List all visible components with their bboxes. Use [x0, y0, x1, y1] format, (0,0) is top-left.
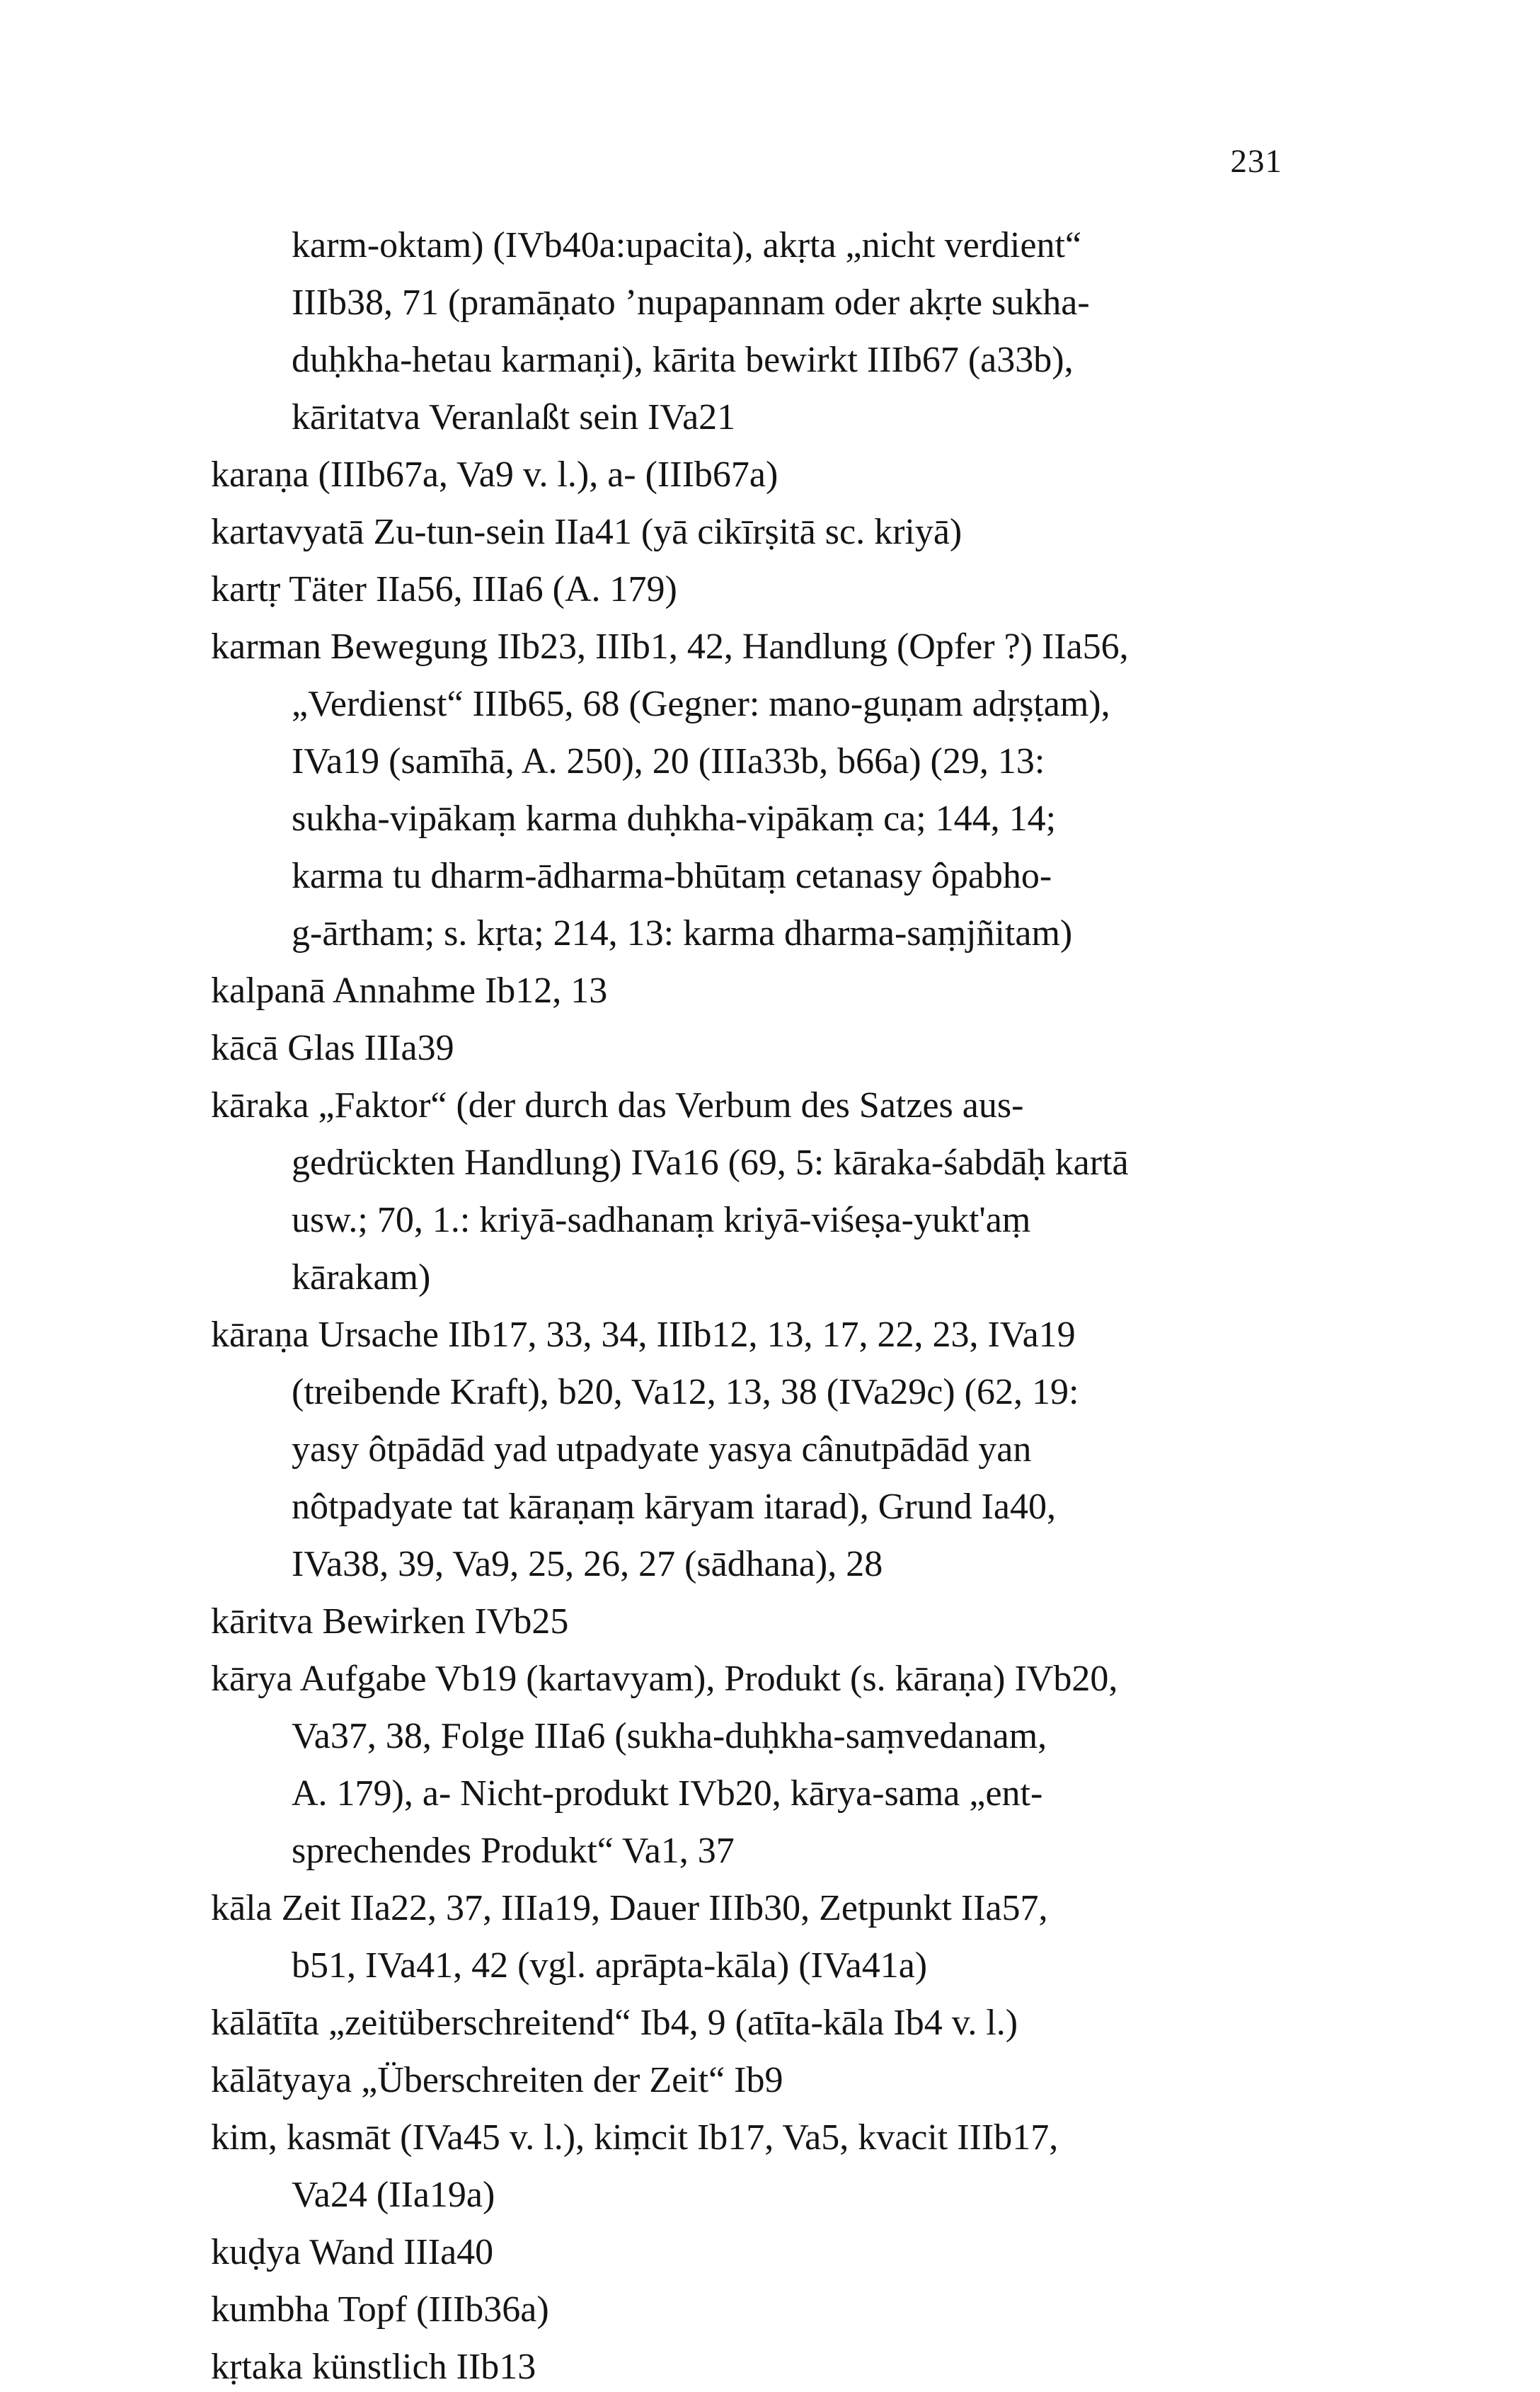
index-entry: kartavyatā Zu-tun-sein IIa41 (yā cikīrṣitā sc. kriyā): [211, 512, 962, 552]
index-line: „Verdienst“ IIIb65, 68 (Gegner: mano-guṇam adṛṣṭam),: [292, 684, 1110, 724]
page-number: 231: [1230, 143, 1282, 180]
index-entry: kuḍya Wand IIIa40: [211, 2232, 494, 2272]
index-line: A. 179), a- Nicht-produkt IVb20, kārya-sama „ent-: [292, 1773, 1043, 1814]
index-line: kāritatva Veranlaßt sein IVa21: [292, 397, 736, 437]
index-entry: kalpanā Annahme Ib12, 13: [211, 971, 608, 1011]
index-line: Va24 (IIa19a): [292, 2175, 495, 2215]
index-entry: kim, kasmāt (IVa45 v. l.), kiṃcit Ib17, Va5, kvacit IIIb17,: [211, 2117, 1059, 2158]
index-entry: kāritva Bewirken IVb25: [211, 1601, 569, 1642]
index-line: yasy ôtpādād yad utpadyate yasya cânutpādād yan: [292, 1429, 1032, 1470]
index-entry: karaṇa (IIIb67a, Va9 v. l.), a- (IIIb67a): [211, 454, 778, 495]
index-entry: kālātīta „zeitüberschreitend“ Ib4, 9 (atīta-kāla Ib4 v. l.): [211, 2003, 1018, 2043]
index-line: Va37, 38, Folge IIIa6 (sukha-duḥkha-saṃvedanam,: [292, 1716, 1047, 1756]
index-line: nôtpadyate tat kāraṇaṃ kāryam itarad), Grund Ia40,: [292, 1487, 1056, 1527]
index-line: karma tu dharm-ādharma-bhūtaṃ cetanasy ôpabho-: [292, 856, 1052, 896]
index-line: kārakam): [292, 1257, 431, 1298]
index-entry: kṛtaka künstlich IIb13: [211, 2347, 536, 2387]
index-entry: karman Bewegung IIb23, IIIb1, 42, Handlung (Opfer ?) IIa56,: [211, 626, 1129, 667]
index-entry: kācā Glas IIIa39: [211, 1028, 454, 1068]
index-entry: kartṛ Täter IIa56, IIIa6 (A. 179): [211, 569, 677, 610]
index-line: gedrückten Handlung) IVa16 (69, 5: kāraka-śabdāḥ kartā: [292, 1143, 1129, 1183]
index-entry: kārya Aufgabe Vb19 (kartavyam), Produkt (s. kāraṇa) IVb20,: [211, 1659, 1118, 1699]
index-line: (treibende Kraft), b20, Va12, 13, 38 (IVa29c) (62, 19:: [292, 1372, 1079, 1412]
index-entry: kumbha Topf (IIIb36a): [211, 2289, 549, 2330]
index-line: IVa19 (samīhā, A. 250), 20 (IIIa33b, b66a) (29, 13:: [292, 741, 1045, 782]
index-entry: kāraṇa Ursache IIb17, 33, 34, IIIb12, 13, 17, 22, 23, IVa19: [211, 1315, 1076, 1355]
index-line: karm-oktam) (IVb40a:upacita), akṛta „nicht verdient“: [292, 225, 1082, 265]
index-line: IVa38, 39, Va9, 25, 26, 27 (sādhana), 28: [292, 1544, 883, 1584]
index-entry: kālātyaya „Überschreiten der Zeit“ Ib9: [211, 2060, 783, 2100]
index-entry: kāla Zeit IIa22, 37, IIIa19, Dauer IIIb30, Zetpunkt IIa57,: [211, 1888, 1048, 1928]
index-entry: kāraka „Faktor“ (der durch das Verbum des Satzes aus-: [211, 1085, 1024, 1126]
index-line: duḥkha-hetau karmaṇi), kārita bewirkt IIIb67 (a33b),: [292, 340, 1074, 380]
index-line: usw.; 70, 1.: kriyā-sadhanaṃ kriyā-viśeṣa-yukt'aṃ: [292, 1200, 1031, 1240]
index-line: sukha-vipākaṃ karma duḥkha-vipākaṃ ca; 144, 14;: [292, 799, 1057, 839]
index-line: b51, IVa41, 42 (vgl. aprāpta-kāla) (IVa41a): [292, 1945, 928, 1986]
index-line: g-ārtham; s. kṛta; 214, 13: karma dharma-saṃjñitam): [292, 913, 1073, 954]
index-line: IIIb38, 71 (pramāṇato ’nupapannam oder akṛte sukha-: [292, 282, 1090, 323]
index-line: sprechendes Produkt“ Va1, 37: [292, 1831, 735, 1871]
